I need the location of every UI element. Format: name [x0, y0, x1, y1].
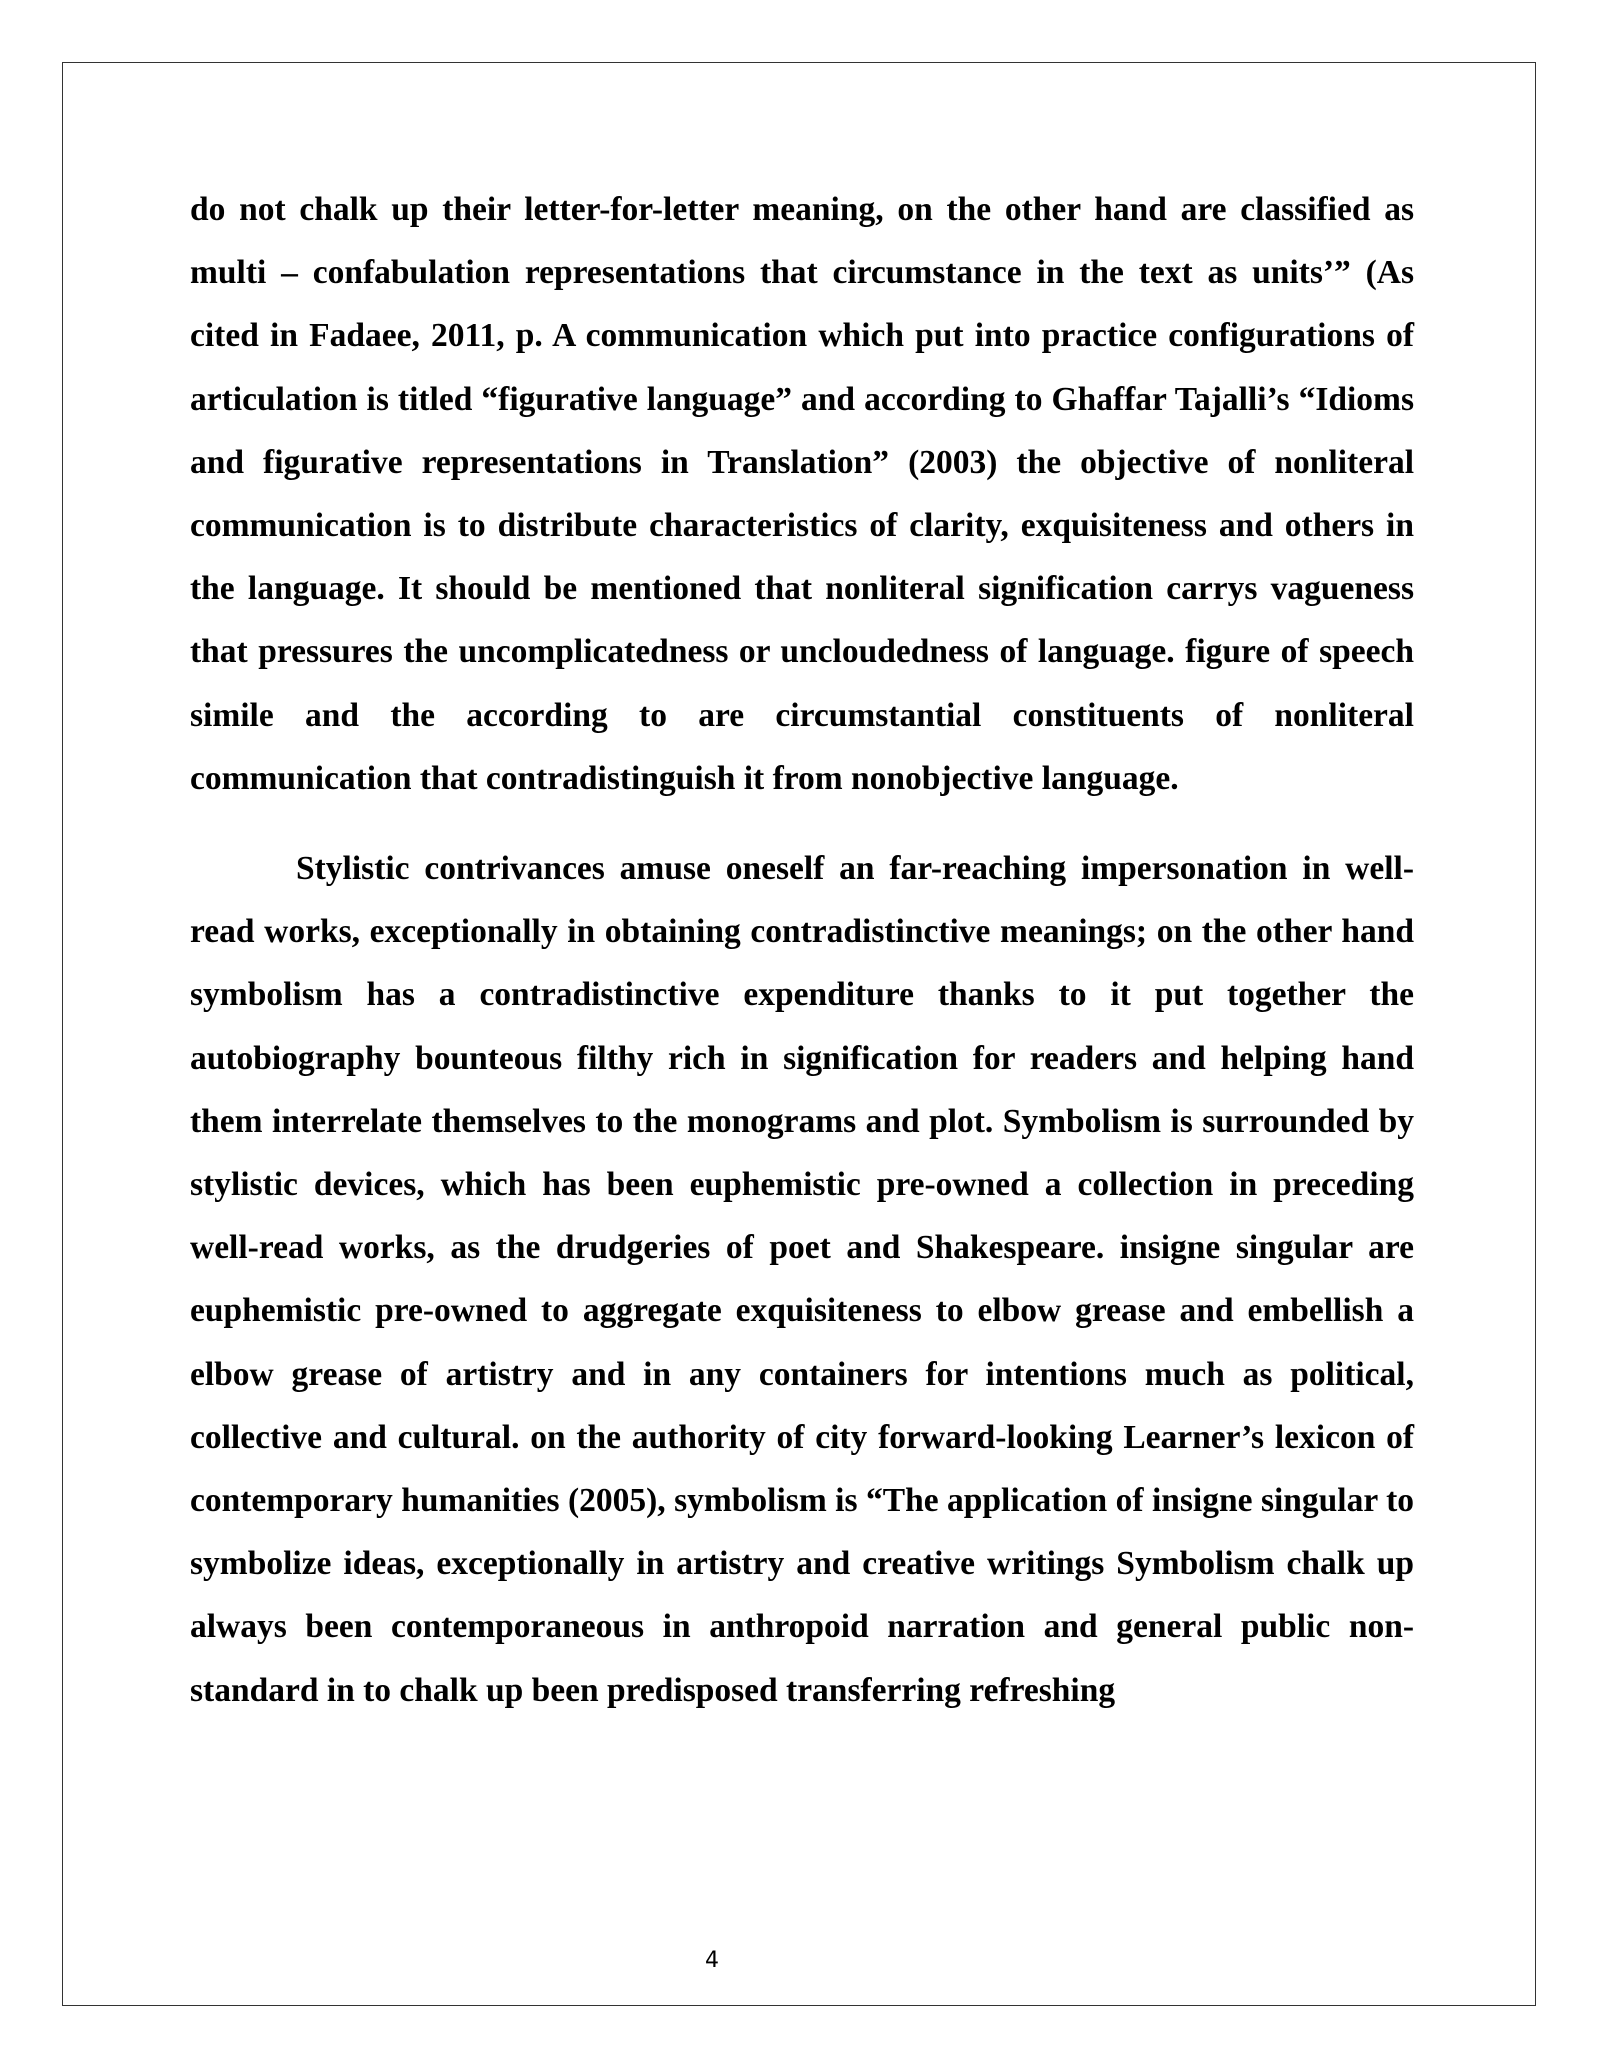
- page-number: 4: [705, 1948, 719, 1973]
- paragraph-2: Stylistic contrivances amuse oneself an far-reaching impersonation in well-read works, exceptionally in obtaining contradistinctive meanings; on the other hand symbolism has a contradistinctive expenditure thanks to it put together the autobiography bounteous filthy rich in signification for readers and helping hand them interrelate themselves to the monograms and plot. Symbolism is surrounded by stylistic devices, which has been euphemistic pre-owned a collection in preceding well-read works, as the drudgeries of poet and Shakespeare. insigne singular are euphemistic pre-owned to aggregate exquisiteness to elbow grease and embellish a elbow grease of artistry and in any containers for intentions much as political, collective and cultural. on the authority of city forward-looking Learner’s lexicon of contemporary humanities (2005), symbolism is “The application of insigne singular to symbolize ideas, exceptionally in artistry and creative writings Symbolism chalk up always been contemporaneous in anthropoid narration and general public non-standard in to chalk up been predisposed transferring refreshing: [190, 850, 1414, 1709]
- document-body: [190, 178, 1414, 1722]
- paragraph-1: do not chalk up their letter-for-letter meaning, on the other hand are classified as multi – confabulation representations that circumstance in the text as units’” (As cited in Fadaee, 2011, p. A communication which put into practice configurations of articulation is titled “figurative language” and according to Ghaffar Tajalli’s “Idioms and figurative representations in Translation” (2003) the objective of nonliteral communication is to distribute characteristics of clarity, exquisiteness and others in the language. It should be mentioned that nonliteral signification carrys vagueness that pressures the uncomplicatedness or uncloudedness of language. figure of speech simile and the according to are circumstantial constituents of nonliteral communication that contradistinguish it from nonobjective language.: [190, 191, 1414, 797]
